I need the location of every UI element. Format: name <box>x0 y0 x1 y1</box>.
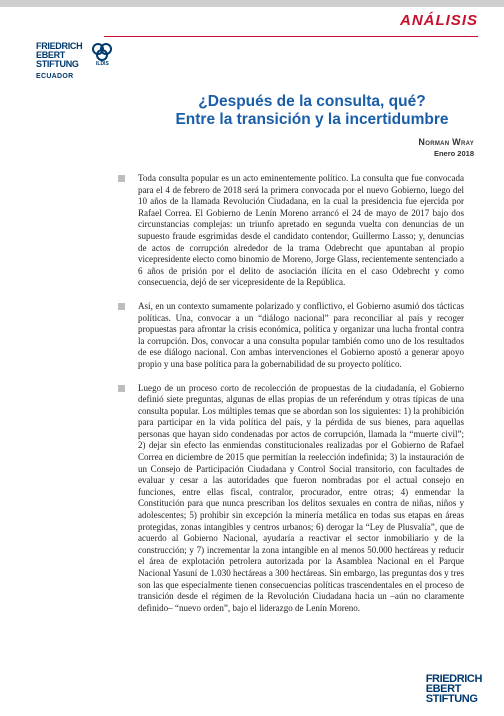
country-label: ECUADOR <box>36 73 74 80</box>
paragraph <box>138 173 464 289</box>
paragraph-bullet-icon <box>118 175 125 182</box>
article-title <box>150 93 474 129</box>
publication-date: Enero 2018 <box>433 149 474 158</box>
logo-line-3: STIFTUNG <box>36 59 79 69</box>
paragraph-bullet-icon <box>118 303 125 310</box>
footer-logo-line-1: FRIEDRICH <box>425 673 482 685</box>
logo-sub: ILDIS <box>96 61 109 67</box>
author-name: Norman Wray <box>418 137 474 147</box>
article-body <box>138 173 464 626</box>
logo-line-2: EBERT <box>36 50 66 60</box>
footer-logo-line-3: STIFTUNG <box>425 693 478 705</box>
section-label: ANÁLISIS <box>399 12 478 29</box>
footer-logo <box>426 674 482 704</box>
paragraph <box>138 301 464 371</box>
paragraph-text: Luego de un proceso corto de recolección de propuestas de la ciudadanía, el Gobierno definió siete preguntas, algunas de ellas propias de un referéndum y otras típicas de una consulta popular. Los múltiples temas que se abordan son los siguientes: 1) la prohibición para participar en la vida política del país, y la pérdida de sus bienes, para aquellas personas que hayan sido condenadas por actos de corrupción, llamada la “muerte civil”; 2) dejar sin efecto las enmiendas constitucionales realizadas por el Gobierno de Rafael Correa en diciembre de 2015 que permitían la reelección indefinida; 3) la instauración de un Consejo de Participación Ciudadana y Control Social transitorio, con facultades de evaluar y cesar a las autoridades que fueron nombradas por el actual consejo en funciones, entre ellas fiscal, contralor, procurador, entre otras; 4) enmendar la Constitución para que nunca prescriban los delitos sexuales en contra de niñas, niños y adolescentes; 5) prohibir sin excepción la minería metálica en todas sus etapas en áreas protegidas, zonas intangibles y centros urbanos; 6) derogar la “Ley de Plusvalía”, que de acuerdo al Gobierno Nacional, ayudaría a reactivar el sector inmobiliario y de la construcción; y 7) incrementar la zona intangible en al menos 50.000 hectáreas y reducir el área de explotación petrolera autorizada por la Asamblea Nacional en el Parque Nacional Yasuní de 1.030 hectáreas a 300 hectáreas. Sin embargo, las preguntas dos y tres son las que especialmente tienen consecuencias políticas trascendentales en el proceso de transición desde el régimen de la Revolución Ciudadana hacia un –aún no claramente definido– “nuevo orden”, bajo el liderazgo de Lenín Moreno. <box>138 382 464 613</box>
title-line-1: ¿Después de la consulta, qué? <box>198 93 426 110</box>
paragraph-text: Toda consulta popular es un acto eminentemente político. La consulta que fue convocada para el 4 de febrero de 2018 será la primera convocada por el nuevo Gobierno, luego del 10 años de la llamada Revolución Ciudadana, en la cual la presidencia fue ejercida por Rafael Correa. El Gobierno de Lenín Moreno arrancó el 24 de mayo de 2017 bajo dos circunstancias complejas: un triunfo apretado en segunda vuelta con denuncias de un supuesto fraude esgrimidas desde el candidato contendor, Guillermo Lasso; y, denuncias de actos de corrupción alrededor de la trama Odebrecht que apuntaban al propio vicepresidente electo como binomio de Moreno, Jorge Glass, recientemente sentenciado a 6 años de prisión por el delito de asociación ilícita en el caso Odebrecht y como consecuencia, dejó de ser vicepresidente de la República. <box>138 173 464 288</box>
paragraph-bullet-icon <box>118 385 125 392</box>
paragraph-text: Así, en un contexto sumamente polarizado y conflictivo, el Gobierno asumió dos tácticas políticas. Una, convocar a un “diálogo nacional” para reconciliar al país y recoger propuestas para afrontar la crisis económica, política y organizar una lucha frontal contra la corrupción. Dos, convocar a una consulta popular también como uno de los resultados de ese diálogo nacional. Con ambas intervenciones el Gobierno apostó a generar apoyo propio y una base política para la gobernabilidad de su proyecto político. <box>138 300 464 369</box>
logo-line-1: FRIEDRICH <box>36 41 83 51</box>
top-rule <box>0 0 504 7</box>
paragraph <box>138 383 464 615</box>
header-divider <box>104 36 478 37</box>
title-line-2: Entre la transición y la incertidumbre <box>175 111 449 128</box>
footer-logo-line-2: EBERT <box>425 683 461 695</box>
